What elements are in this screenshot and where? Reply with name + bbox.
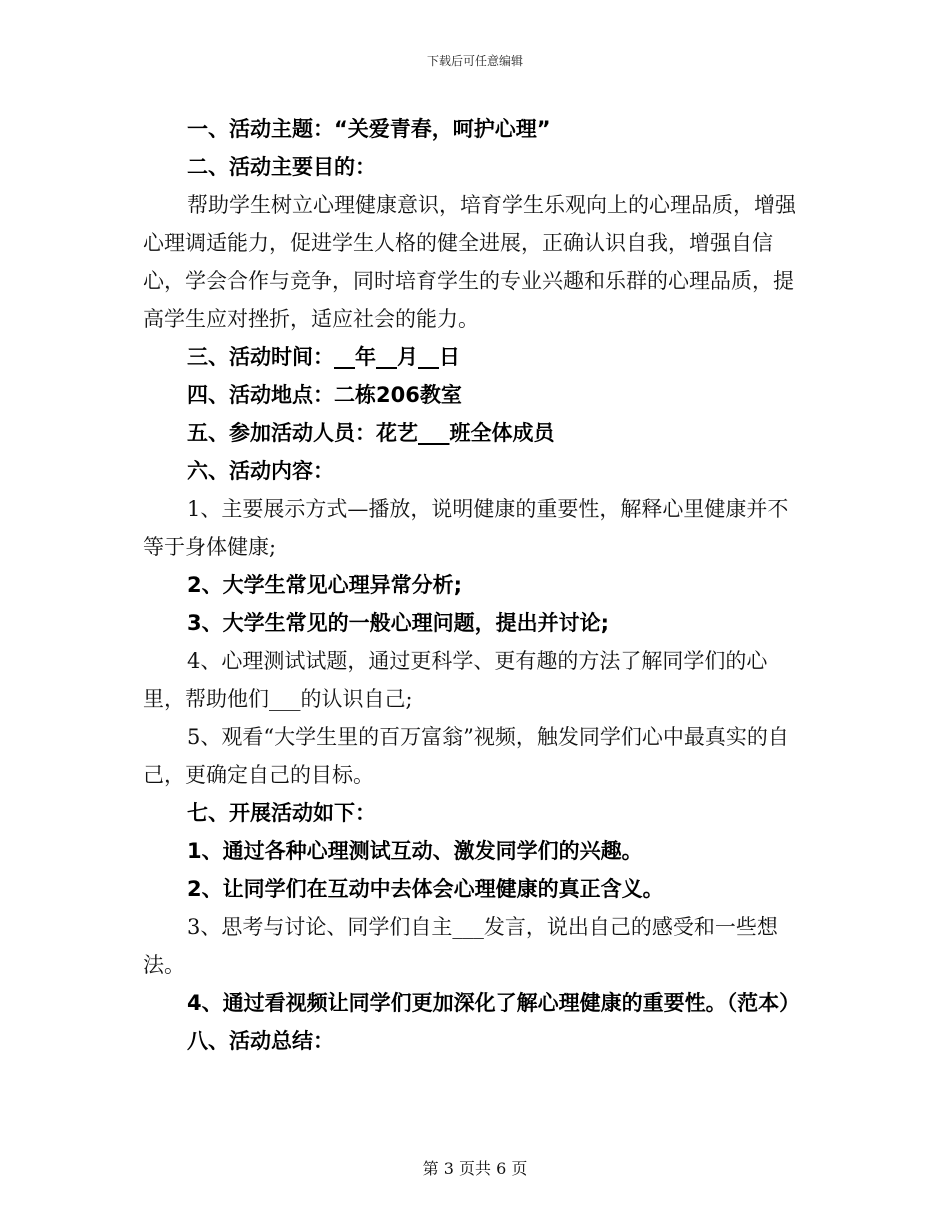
activity-item-4: 4、通过看视频让同学们更加深化了解心理健康的重要性。（范本） [187, 991, 801, 1015]
section-heading-participants: 五、参加活动人员：花艺___班全体成员 [187, 421, 555, 445]
content-item-4: 4、心理测试试题，通过更科学、更有趣的方法了解同学们的心里，帮助他们___的认识自己; [143, 649, 768, 711]
section-heading-summary: 八、活动总结： [187, 1029, 334, 1053]
activity-item-1: 1、通过各种心理测试互动、激发同学们的兴趣。 [187, 839, 643, 863]
purpose-paragraph: 帮助学生树立心理健康意识，培育学生乐观向上的心理品质，增强心理调适能力，促进学生人格的健全进展，正确认识自我，增强自信心，学会合作与竞争，同时培育学生的专业兴趣和乐群的心理品质，提高学生应对挫折，适应社会的能力。 [143, 193, 796, 331]
section-heading-time: 三、活动时间：__年__月__日 [187, 345, 460, 369]
page-footer: 第 3 页共 6 页 [422, 1159, 528, 1178]
section-heading-purpose: 二、活动主要目的： [187, 155, 376, 179]
page-header: 下载后可任意编辑 [426, 54, 523, 68]
content-item-1: 1、主要展示方式—播放，说明健康的重要性，解释心里健康并不等于身体健康; [143, 497, 789, 559]
activity-item-3: 3、思考与讨论、同学们自主___发言，说出自己的感受和一些想法。 [143, 915, 778, 977]
content-item-5: 5、观看“大学生里的百万富翁”视频，触发同学们心中最真实的自己，更确定自己的目标。 [143, 725, 789, 787]
activity-item-2: 2、让同学们在互动中去体会心理健康的真正含义。 [187, 877, 664, 901]
section-heading-theme: 一、活动主题：“关爱青春，呵护心理” [187, 117, 551, 141]
section-heading-activities: 七、开展活动如下： [187, 801, 376, 825]
document-body [143, 110, 808, 1060]
content-item-3: 3、大学生常见的一般心理问题，提出并讨论; [187, 611, 610, 635]
content-item-2: 2、大学生常见心理异常分析; [187, 573, 463, 597]
section-heading-location: 四、活动地点：二栋206教室 [187, 383, 462, 407]
section-heading-content: 六、活动内容： [187, 459, 334, 483]
